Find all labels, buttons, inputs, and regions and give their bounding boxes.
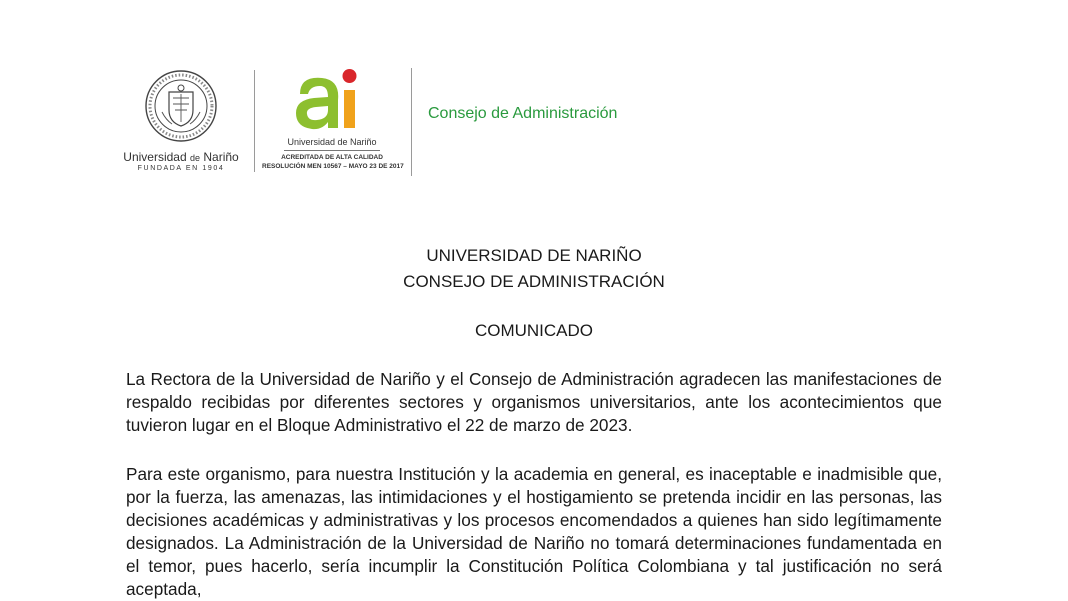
document-subtitle: COMUNICADO xyxy=(474,321,594,340)
seal-founded-year: FUNDADA EN 1904 xyxy=(137,165,225,172)
accreditation-university-name: Universidad de Nariño xyxy=(287,137,377,147)
document-title-line2: CONSEJO DE ADMINISTRACIÓN xyxy=(403,272,665,291)
seal-icon xyxy=(144,68,218,144)
university-seal xyxy=(118,68,244,176)
paragraph-1: La Rectora de la Universidad de Nariño y el Consejo de Administración agradecen las manifestaciones de respaldo recibidas por diferentes sectores y organismos universitarios, ante los acontecimientos que tuvieron lugar en el Bloque Administrativo el 22 de marzo de 2023. xyxy=(126,369,942,435)
council-label: Consejo de Administración xyxy=(428,105,618,122)
header-divider-left xyxy=(254,70,255,172)
letterhead xyxy=(0,0,1068,200)
ai-logo-icon xyxy=(292,66,372,136)
paragraph-2: Para este organismo, para nuestra Institución y la academia en general, es inaceptable e inadmisible que, por la fuerza, las amenazas, las intimidaciones y el hostigamiento se pretenda incidir en las personas, las decisiones académicas y administrativas y los procesos encomendados a quienes han sido legítimamente designados. La Administración de la Universidad de Nariño no tomará determinaciones fundamentada en el temor, pues hacerlo, sería incumplir la Constitución Política Colombiana y tal justificación no será aceptada, xyxy=(126,464,942,599)
accreditation-rule xyxy=(284,150,380,151)
accreditation-resolution: RESOLUCIÓN MEN 10567 – MAYO 23 DE 2017 xyxy=(262,163,404,170)
header-divider-right xyxy=(411,68,412,176)
accreditation-text: ACREDITADA DE ALTA CALIDAD xyxy=(281,154,383,161)
accreditation-logo xyxy=(262,66,402,178)
document-title-line1: UNIVERSIDAD DE NARIÑO xyxy=(426,246,642,265)
seal-university-name: Universidad de Nariño xyxy=(123,150,239,164)
